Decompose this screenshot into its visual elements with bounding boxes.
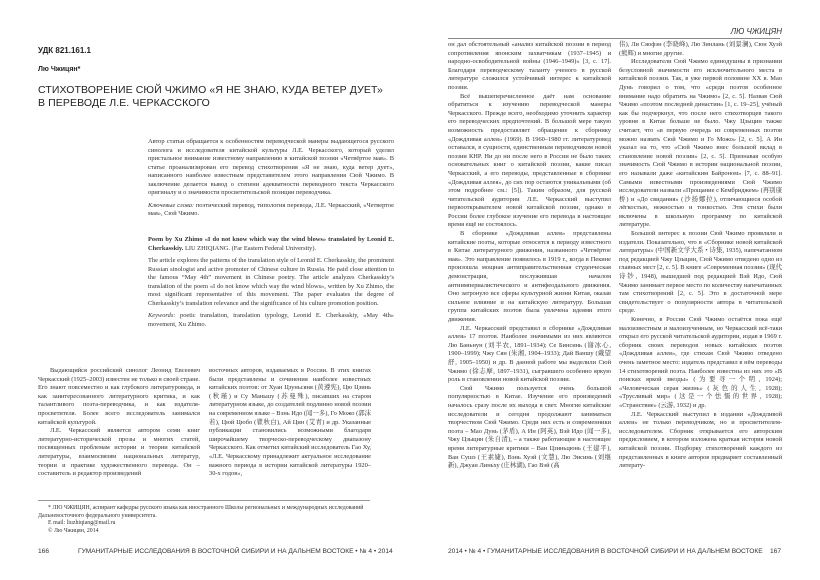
right-page-column-2 (619, 41, 782, 471)
left-page-column-2 (209, 367, 371, 479)
paragraph: восточных авторов, издаваемых в России. В этих книгах были представлены и сочинения наиболее известных китайских поэтов: от Хуан Цзуньсяня (黄遵宪), Цю Цзинь (秋瑾) и Су Маньшу (苏曼殊), писавших на старом литературном языке, до создателей подлинно новой поэзии на современном языке – Вэнь Идо (闻一多), Го Можо (郭沫若), Цюй Цюбо (瞿秋白), Ай Цин (艾青) и др. Указанные публикации становились возможными благодаря широчайшему творческо-переводческому диапазону Черкасского. Как отметил китайский исследователь Гао Ху, «Л.Е. Черкасскому принадлежит актуальное исследование важного периода в истории китайской литературы 1920–30-х годов», (209, 367, 371, 478)
right-page-number: 167 (770, 548, 782, 555)
keywords-ru-text: поэтический перевод, типология перевода, Л.Е. Черкасский, «Четвертое мая», Сюй Чжимо. (148, 201, 394, 217)
paragraph: 伟), Ли Сяофэн (李晓峰), Лю Зинлань (刘景澜), Сюн Хуэй (熊辉) и многие другие. (619, 41, 782, 57)
en-heading (148, 236, 394, 253)
running-head-divider (448, 38, 780, 39)
footnote-divider (38, 500, 370, 501)
left-page-number: 166 (38, 548, 50, 555)
footnote-copyright: © Лю Чжицян, 2014 (48, 527, 99, 534)
keywords-ru-label: Ключевые слова: (148, 201, 195, 209)
left-page-journal-footer: ГУМАНИТАРНЫЕ ИССЛЕДОВАНИЯ В ВОСТОЧНОЙ СИБИРИ И НА ДАЛЬНЕМ ВОСТОКЕ • № 4 • 2014 (78, 548, 393, 555)
paragraph: Выдающийся российский синолог Леонид Евсеевич Черкасский (1925–2003) известен не только в своей стране. Его знают повсеместно и как глубокого литературоведа, и как заинтересованного литературного критика, и как талантливого поэта-переводчика, и как издателя-просветителя. Более всего исследователь занимался китайской культурой. (38, 367, 200, 426)
paragraph: В сборнике «Дождливая аллея» представлены китайские поэты, которые относятся к периоду известного в Китае литературного движения, названного «Четвёртое мая». Это направление появилось в 1919 г., когда в Пекине произошла мощная антиправительственная студенческая демонстрация, послужившая началом антиимпериалистического и антифеодального движения. Оно затронуло все сферы культурной жизни Китая, оказав сильное влияние и на китайскую литературу. Большая группа китайских поэтов была увлечена идеями этого движения. (448, 230, 611, 323)
paragraph: он дал обстоятельный «анализ китайской поэзии в период сопротивления японским захватчикам (1937–1945) и народно-освободительной войны (1946–1949)» [3, с. 17]. Благодаря переводческому таланту ученого в русской литературе сложился устойчивый интерес к китайской поэзии. (448, 41, 611, 91)
abstract-en (148, 236, 394, 333)
right-page-journal-footer: 2014 • № 4 • ГУМАНИТАРНЫЕ ИССЛЕДОВАНИЯ В ВОСТОЧНОЙ СИБИРИ И НА ДАЛЬНЕМ ВОСТОКЕ (448, 548, 763, 555)
paragraph: Л.Е. Черкасский является автором семи книг литературно-исторической прозы и многих статей, посвященных проблемам истории и теории китайской литературы, взаимосвязям национальных литератур, теории и практике художественного перевода. Он – составитель и редактор произведений (38, 427, 200, 478)
left-page-column-1 (38, 367, 200, 479)
article-author: Лю Чжицян* (38, 66, 81, 73)
paragraph: Сюй Чжимо пользуется очень большой популярностью в Китае. Изучение его произведений началось сразу после их выхода в свет. Многие китайские исследователи и сегодня продолжают заниматься творчеством Сюй Чжимо. Среди них есть и современники поэта – Мао Дунь (茅盾), А Ин (阿英), Вэй Идо (闻一多), Чжу Цзыцин (朱自清), – а также работающие в настоящее время литературные критики – Ван Цзиньцюнь (王建平), Ван Сушэ (王素婕), Вэнь Хуэй (文慧), Лю Эисинь (刘继新), Джуан Линьху (庄林湖), Гао Вэй (高 (448, 384, 611, 470)
abstract-en-text: The article explores the patterns of the translation style of Leonid E. Cherkasskiy, the prominent Russian sinologist and active promoter of Chinese culture in Russia. He paid close attention to the famous “May 4th” movement in Chinese poetry. The article analyzes Cherkasskiy’s translation of the poem «I do not know which way the wind blows», written by Xu Zhimo, the most significant representative of this movement. The paper evaluates the degree of Cherkasskiy’s translation relevance and the significance of his culture promotion position. (148, 257, 394, 307)
abstract-ru (148, 138, 394, 223)
right-page-column-1 (448, 41, 611, 471)
running-head: ЛЮ ЧЖИЦЯН (730, 27, 782, 36)
paragraph: Исследователи Сюй Чжимо единодушны в признании безусловной значимости его исключительного места в китайской поэзии. Так, в уже первой половине XX в. Мао Дунь говорил о том, что «среди поэтов особенное внимание надо обратить на Чжимо» [2, с. 5]. Назвав Сюй Чжимо «поэтом последней династии» [1, с. 19–25], учёный как бы подчеркнул, что после него стихотворцев такого уровня в Китае больше не было. Чжу Цзыцин также считает, что «в первую очередь из современных поэтов можно назвать Сюй Чжимо и Го Можо» [2, с. 5]. А Ин указал на то, что «Сюй Чжимо внес большой вклад в становление новой поэзии» [2, с. 5]. Признавая особую значимость Сюй Чжимо в истории национальной поэзии, его называли даже «китайским Байроном» [7, с. 88–91]. Самыми известными произведениями Сюй Чжимо исследователи назвали «Прощание с Кембриджем» (再别康桥) и «До свидания» (沙扬娜拉), отличающиеся особой лёгкостью, нежностью и тонкостью. Эти стихи были включены в школьную программу по китайской литературе. (619, 58, 782, 229)
udk-code: УДК 821.161.1 (38, 46, 91, 55)
keywords-en-text: poetic translation, translation typology, Leonid E. Cherkasskiy, «May 4th» movement, Xu Zhimo. (148, 312, 394, 328)
title-line-2: В ПЕРЕВОДЕ Л.Е. ЧЕРКАССКОГО (38, 96, 210, 109)
keywords-en (148, 312, 394, 329)
footnote-affiliation: * ЛЮ ЧЖИЦЯН, аспирант кафедры русского языка как иностранного Школы региональных и международных исследований Дальневосточного федерального университета. (38, 505, 364, 519)
title-line-1: СТИХОТВОРЕНИЕ СЮЙ ЧЖИМО «Я НЕ ЗНАЮ, КУДА ВЕТЕР ДУЕТ» (38, 84, 383, 96)
paragraph: Большой интерес к поэзии Сюй Чжимо проявляли и издатели. Показательно, что в «Сборнике новой китайской литературы» (中国新文学大系 • 诗集, 1935), напечатанном под редакцией Чжу Цзыцин, Сюй Чжимо отведено одно из главных мест [2, с. 5]. В книге «Современная поэзия» (现代诗钞, 1948), вышедшей под редакцией Вэй Идо, Сюй Чжимо занимает первое место по количеству напечатанных там стихотворений [2, с. 5]. Это в достаточной мере свидетельствует о популярности автора в читательской среде. (619, 230, 782, 315)
keywords-ru (148, 202, 394, 219)
en-author: LIU ZHIQIANG. (Far Eastern Federal University). (183, 244, 317, 252)
paragraph: Конечно, в России Сюй Чжимо остаётся пока ещё малоизвестным и малоизученным, но Черкасский всё-таки открыл его русской читательской аудитории, издав в 1969 г. сборник своих переводов новых китайских поэтов «Дождливая аллея», где стихам Сюй Чжимо отведено очень заметное место: издатель представил в нём переводы 14 стихотворений поэта. Наиболее известны из них это «В поисках яркой звезды» (为要寻一个明, 1924); «Человеческая серая жизнь» (灰色的人生, 1928); «Трусливый мир» (这是一个怯懦的世界, 1928); «Странствие» (云游, 1932) и др. (619, 316, 782, 409)
abstract-ru-text: Автор статьи обращается к особенностям переводческой манеры выдающегося русского синолога и исследователя китайской культуры Л.Е. Черкасского, который уделял пристальное внимание известному направлению в китайской поэзии «Четвёртое мая». В статье проанализирован его перевод стихотворения «Я не знаю, куда ветер дует», написанного наиболее известным представителем этого направления Сюй Чжимо. В заключение делается вывод о степени адекватности переводного текста Черкасского оригиналу и о значимости просветительской позиции переводчика. (148, 138, 394, 196)
author-footnote (38, 505, 370, 535)
footnote-email: E mail: liuzhiqiang@mail.ru (48, 520, 116, 527)
paragraph: Всё вышеперечисленное даёт нам основание обратиться к изучению переводческой манеры Черкасского. Прежде всего, необходимо уточнить характер его переводческих предпочтений. В большой мере такую возможность предоставляет обращение к сборнику «Дождливая аллея» (1969). В 1960–1980 гг. литературовед оставался, в сущности, единственным переводчиком новой поэзии КНР. Ни до ни после него в России не было таких основательных книг о китайской поэзии, какие писал Черкасский, а его переводы, представленные в сборнике «Дождливая аллея», до сих пор остаются уникальными (об этом подробнее см.: [5]). Таким образом, для русской читательской аудитории Л.Е. Черкасский выступил первооткрывателем новой китайской поэзии, однако в России более глубокое изучение его перевода в настоящее время ещё не состоялось. (448, 92, 611, 229)
keywords-en-label: Keywords: (148, 312, 176, 319)
paragraph: Л.Е. Черкасский выступил в издании «Дождливой аллеи» не только переводчиком, но и просветителем-исследователем. Сборник открывается его авторским предисловием, в котором изложена краткая история новой китайской поэзии. Подборку стихотворений каждого из представленных в книге авторов предваряет составленный литерату- (619, 410, 782, 470)
right-page (410, 0, 820, 580)
paragraph: Л.Е. Черкасский представил в сборнике «Дождливая аллея» 17 поэтов. Наиболее значимыми из них являются Лю Баньнун (刘半农, 1891–1934); Се Бинсинь (谢冰心, 1900–1999); Чжу Сян (朱湘, 1904–1933); Дай Ваншу (戴望舒, 1905–1950) и др. В данной работе мы выделили Сюй Чжимо (徐志摩, 1897–1931), сыгравшего особенно яркую роль в становлении новой китайской поэзии. (448, 324, 611, 384)
en-title: Poem by Xu Zhimo «I do not know which way the wind blows» translated by Leonid E. Cherkasskiy. (148, 236, 394, 252)
article-title (38, 84, 383, 109)
